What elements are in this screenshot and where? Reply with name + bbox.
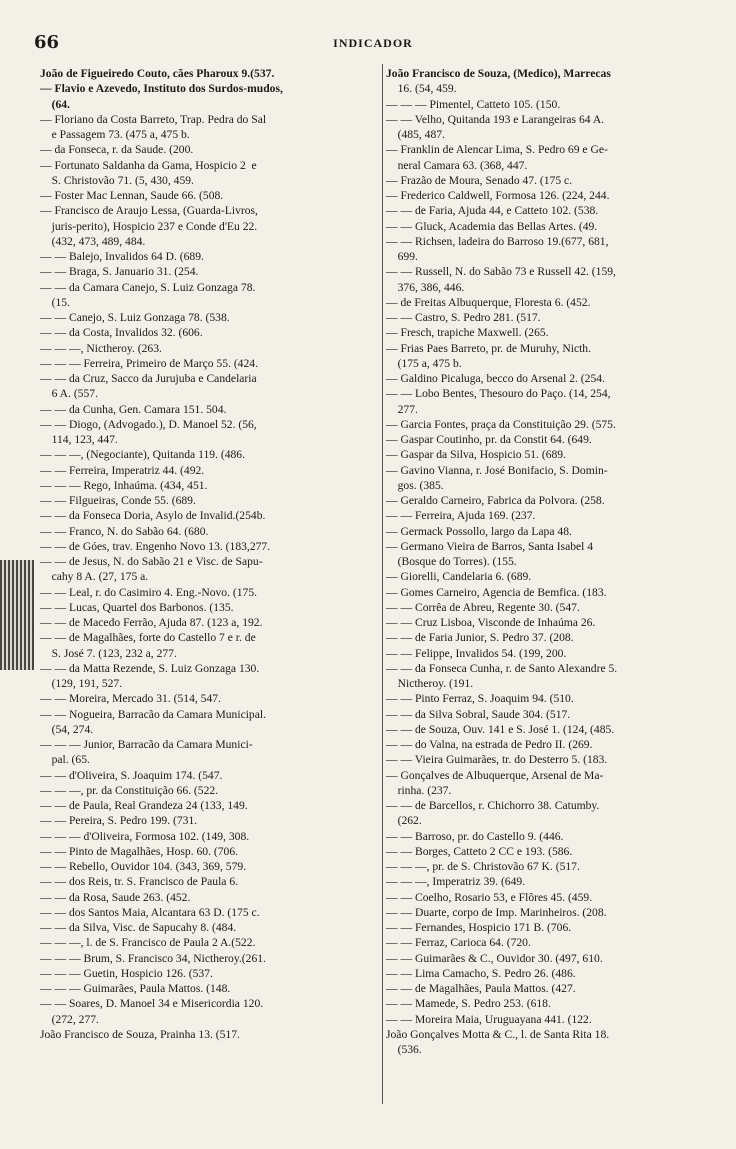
index-entry-line: — — da Costa, Invalidos 32. (606. (40, 326, 203, 340)
index-entry-line: — Franklin de Alencar Lima, S. Pedro 69 e Ge- (386, 143, 608, 157)
index-entry-line: — — —, l. de S. Francisco de Paula 2 A.(522. (40, 936, 256, 950)
index-entry-line: — — Ferraz, Carioca 64. (720. (386, 936, 531, 950)
index-entry-line: 114, 123, 447. (40, 433, 118, 446)
index-entry-line: — — Braga, S. Januario 31. (254. (40, 265, 199, 279)
index-entry-line: — — Pinto Ferraz, S. Joaquim 94. (510. (386, 692, 574, 706)
index-entry-line: (Bosque do Torres). (155. (386, 555, 517, 568)
left-column (40, 66, 380, 1042)
index-entry-line: — — Filgueiras, Conde 55. (689. (40, 494, 196, 507)
index-entry-line: — — — Brum, S. Francisco 34, Nictheroy.(261. (40, 951, 266, 965)
index-entry-line: — Frias Paes Barreto, pr. de Muruhy, Nicth. (386, 341, 592, 355)
index-entry-line: — — — Guimarães, Paula Mattos. (148. (40, 982, 231, 995)
index-entry-line: — — da Rosa, Saude 263. (452. (40, 890, 191, 904)
index-entry-line: neral Camara 63. (368, 447. (386, 158, 528, 172)
index-entry-line: — — Pinto de Magalhães, Hosp. 60. (706. (40, 844, 239, 858)
index-entry-line: — — dos Reis, tr. S. Francisco de Paula 6. (40, 875, 239, 889)
index-entry-line: — — —, Nictheroy. (263. (40, 341, 162, 355)
index-entry-line: — — da Fonseca Cunha, r. de Santo Alexandre 5. (386, 661, 618, 675)
index-entry-line: — — Balejo, Invalidos 64 D. (689. (40, 250, 204, 263)
index-entry-line: — Frederico Caldwell, Formosa 126. (224, 244. (386, 189, 610, 202)
index-entry-line: — — Lucas, Quartel dos Barbonos. (135. (40, 600, 234, 614)
index-entry-line: — — — Pimentel, Catteto 105. (150. (386, 97, 561, 111)
index-entry-line: — — — Rego, Inhaúma. (434, 451. (40, 478, 208, 492)
index-entry-line: Nictheroy. (191. (386, 677, 474, 690)
running-head: INDICADOR (333, 36, 413, 50)
index-entry-line: 376, 386, 446. (386, 280, 465, 294)
index-entry-line: — Flavio e Azevedo, Instituto dos Surdos-mudos, (40, 82, 283, 96)
index-entry-line: — — Barroso, pr. do Castello 9. (446. (386, 829, 564, 843)
index-entry-line: — — Gluck, Academia das Bellas Artes. (49. (386, 219, 598, 233)
index-entry-line: João Gonçalves Motta & C., l. de Santa Rita 18. (386, 1027, 610, 1041)
binding-edge-decoration (0, 560, 34, 670)
index-entry-line: — Foster Mac Lennan, Saude 66. (508. (40, 189, 224, 202)
index-entry-line: — — Richsen, ladeira do Barroso 19.(677, 681, (386, 234, 609, 248)
index-entry-line: — de Freitas Albuquerque, Floresta 6. (452. (386, 295, 591, 309)
index-entry-line: — — — Guetin, Hospicio 126. (537. (40, 966, 213, 980)
index-entry-line: (485, 487. (386, 128, 445, 141)
index-entry-line: — — Fernandes, Hospicio 171 B. (706. (386, 921, 572, 934)
index-entry-line: — — Guimarães & C., Ouvidor 30. (497, 610. (386, 951, 603, 965)
index-entry-line: — — Felippe, Invalidos 54. (199, 200. (386, 646, 567, 660)
index-entry-line: — — de Barcellos, r. Chichorro 38. Catumby. (386, 799, 600, 812)
index-entry-line: — — de Macedo Ferrão, Ajuda 87. (123 a, 192. (40, 616, 263, 629)
index-entry-line: — — da Fonseca Doria, Asylo de Invalid.(254b. (40, 509, 266, 523)
index-entry-line: — — da Silva, Visc. de Sapucahy 8. (484. (40, 921, 237, 934)
index-entry-line: 699. (386, 250, 418, 263)
index-entry-line: — Garcia Fontes, praça da Constituição 29. (575. (386, 417, 616, 431)
index-entry-line: (175 a, 475 b. (386, 356, 462, 370)
index-entry-line: João Francisco de Souza, (Medico), Marrecas (386, 67, 611, 80)
index-entry-line: cahy 8 A. (27, 175 a. (40, 570, 149, 584)
index-entry-line: — — da Silva Sobral, Saude 304. (517. (386, 707, 571, 721)
index-entry-line: — Floriano da Costa Barreto, Trap. Pedra do Sal (40, 112, 267, 126)
index-entry-line: — — Moreira, Mercado 31. (514, 547. (40, 692, 221, 706)
index-entry-line: — — —, Imperatriz 39. (649. (386, 875, 526, 889)
index-entry-line: — — Moreira Maia, Uruguayana 441. (122. (386, 1012, 592, 1026)
index-entry-line: — — Corrêa de Abreu, Regente 30. (547. (386, 600, 580, 614)
index-entry-line: — Germack Possollo, largo da Lapa 48. (386, 524, 572, 538)
index-entry-line: — Gaspar da Silva, Hospicio 51. (689. (386, 448, 566, 462)
index-entry-line: — — do Valna, na estrada de Pedro II. (269. (386, 738, 593, 751)
index-entry-line: — — Canejo, S. Luiz Gonzaga 78. (538. (40, 311, 230, 324)
index-entry-line: — — — d'Oliveira, Formosa 102. (149, 308. (40, 829, 250, 843)
index-entry-line: — — Castro, S. Pedro 281. (517. (386, 311, 541, 324)
page-header (34, 32, 712, 60)
column-divider (382, 64, 383, 1104)
index-entry-line: 6 A. (557. (40, 387, 98, 401)
index-entry-line: — — de Faria, Ajuda 44, e Catteto 102. (538. (386, 204, 599, 218)
index-entry-line: — — de Jesus, N. do Sabão 21 e Visc. de Sapu- (40, 555, 263, 568)
index-entry-line: — Gonçalves de Albuquerque, Arsenal de Ma- (386, 768, 604, 782)
index-entry-line: — — — Ferreira, Primeiro de Março 55. (424. (40, 356, 258, 370)
index-entry-line: — — da Cunha, Gen. Camara 151. 504. (40, 402, 227, 416)
index-entry-line: — — de Paula, Real Grandeza 24 (133, 149. (40, 799, 248, 812)
index-entry-line: — Germano Vieira de Barros, Santa Isabel 4 (386, 539, 594, 553)
index-entry-line: — — Lima Camacho, S. Pedro 26. (486. (386, 966, 576, 980)
index-entry-line: — — Soares, D. Manoel 34 e Misericordia 120. (40, 997, 264, 1011)
index-entry-line: — Geraldo Carneiro, Fabrica da Polvora. (258. (386, 494, 605, 507)
index-entry-line: (54, 274. (40, 722, 94, 736)
index-entry-line: (536. (386, 1043, 422, 1056)
index-entry-line: — Gaspar Coutinho, pr. da Constit 64. (649. (386, 433, 592, 446)
index-entry-line: — Francisco de Araujo Lessa, (Guarda-Livros, (40, 204, 258, 218)
index-entry-line: S. José 7. (123, 232 a, 277. (40, 646, 177, 660)
index-entry-line: juris-perito), Hospicio 237 e Conde d'Eu 22. (40, 219, 258, 233)
index-entry-line: — — Duarte, corpo de Imp. Marinheiros. (208. (386, 905, 607, 919)
index-entry-line: — — Rebello, Ouvidor 104. (343, 369, 579. (40, 860, 247, 873)
index-entry-line: — — da Cruz, Sacco da Jurujuba e Candelaria (40, 372, 257, 385)
index-entry-line: (15. (40, 295, 70, 309)
index-entry-line: — — d'Oliveira, S. Joaquim 174. (547. (40, 768, 223, 782)
index-entry-line: — — de Faria Junior, S. Pedro 37. (208. (386, 631, 574, 645)
index-entry-line: (129, 191, 527. (40, 677, 123, 690)
index-entry-line: 16. (54, 459. (386, 82, 457, 96)
page-number: 66 (34, 32, 60, 53)
index-entry-line: — — — Junior, Barracão da Camara Munici- (40, 738, 253, 751)
index-entry-line: — Gavino Vianna, r. José Bonifacio, S. Domin- (386, 463, 608, 477)
index-entry-line: pal. (65. (40, 753, 90, 767)
index-entry-line: — — Franco, N. do Sabão 64. (680. (40, 524, 209, 538)
index-entry-line: — — Diogo, (Advogado.), D. Manoel 52. (56, (40, 417, 257, 431)
index-entry-line: — Fortunato Saldanha da Gama, Hospicio 2 e (40, 158, 257, 172)
index-entry-line: — — dos Santos Maia, Alcantara 63 D. (175 c. (40, 905, 260, 919)
index-entry-line: 277. (386, 402, 418, 416)
index-entry-line: gos. (385. (386, 478, 444, 492)
index-entry-line: — — da Camara Canejo, S. Luiz Gonzaga 78. (40, 280, 256, 294)
index-entry-line: — da Fonseca, r. da Saude. (200. (40, 143, 194, 157)
index-entry-line: e Passagem 73. (475 a, 475 b. (40, 128, 190, 141)
index-entry-line: rinha. (237. (386, 783, 452, 797)
index-entry-line: — — —, (Negociante), Quitanda 119. (486. (40, 448, 245, 462)
index-entry-line: João Francisco de Souza, Prainha 13. (517. (40, 1027, 240, 1041)
index-entry-line: — — —, pr. da Constituição 66. (522. (40, 783, 219, 797)
index-entry-line: S. Christovão 71. (5, 430, 459. (40, 173, 194, 187)
index-entry-line: — — Ferreira, Imperatriz 44. (492. (40, 463, 205, 477)
index-entry-line: João de Figueiredo Couto, cães Pharoux 9.(537. (40, 67, 275, 80)
index-entry-line: — — Lobo Bentes, Thesouro do Paço. (14, 254, (386, 387, 611, 401)
index-entry-line: — — de Magalhães, forte do Castello 7 e r. de (40, 631, 256, 645)
index-entry-line: — — Pereira, S. Pedro 199. (731. (40, 814, 198, 828)
index-entry-line: — — Leal, r. do Casimiro 4. Eng.-Novo. (175. (40, 585, 258, 599)
index-entry-line: — Frazão de Moura, Senado 47. (175 c. (386, 173, 573, 187)
index-entry-line: — — —, pr. de S. Christovão 67 K. (517. (386, 860, 580, 873)
right-column (386, 66, 726, 1057)
index-entry-line: (272, 277. (40, 1012, 99, 1026)
index-entry-line: — — de Souza, Ouv. 141 e S. José 1. (124, (485. (386, 722, 615, 736)
index-entry-line: — — Cruz Lisboa, Visconde de Inhaúma 26. (386, 616, 596, 629)
index-entry-line: (64. (40, 97, 70, 111)
index-entry-line: — Fresch, trapiche Maxwell. (265. (386, 326, 549, 340)
index-entry-line: — — de Góes, trav. Engenho Novo 13. (183,277. (40, 539, 271, 553)
index-entry-line: — — da Matta Rezende, S. Luiz Gonzaga 130. (40, 661, 260, 675)
index-entry-line: — — de Magalhães, Paula Mattos. (427. (386, 982, 576, 995)
index-entry-line: — — Borges, Catteto 2 CC e 193. (586. (386, 844, 573, 858)
index-entry-line: — — Coelho, Rosario 53, e Flôres 45. (459. (386, 890, 593, 904)
index-entry-line: — — Nogueira, Barracão da Camara Municipal. (40, 707, 266, 721)
index-entry-line: — — Ferreira, Ajuda 169. (237. (386, 509, 536, 523)
index-entry-line: — Gomes Carneiro, Agencia de Bemfica. (183. (386, 585, 607, 599)
index-entry-line: (432, 473, 489, 484. (40, 234, 146, 248)
index-entry-line: — — Mamede, S. Pedro 253. (618. (386, 997, 551, 1011)
index-entry-line: — Giorelli, Candelaria 6. (689. (386, 570, 532, 584)
index-entry-line: — — Velho, Quitanda 193 e Larangeiras 64 A. (386, 112, 605, 126)
index-entry-line: — — Russell, N. do Sabão 73 e Russell 42. (159, (386, 265, 616, 279)
index-entry-line: (262. (386, 814, 422, 828)
index-entry-line: — Galdino Picaluga, becco do Arsenal 2. (254. (386, 372, 605, 385)
index-entry-line: — — Vieira Guimarães, tr. do Desterro 5. (183. (386, 753, 608, 767)
